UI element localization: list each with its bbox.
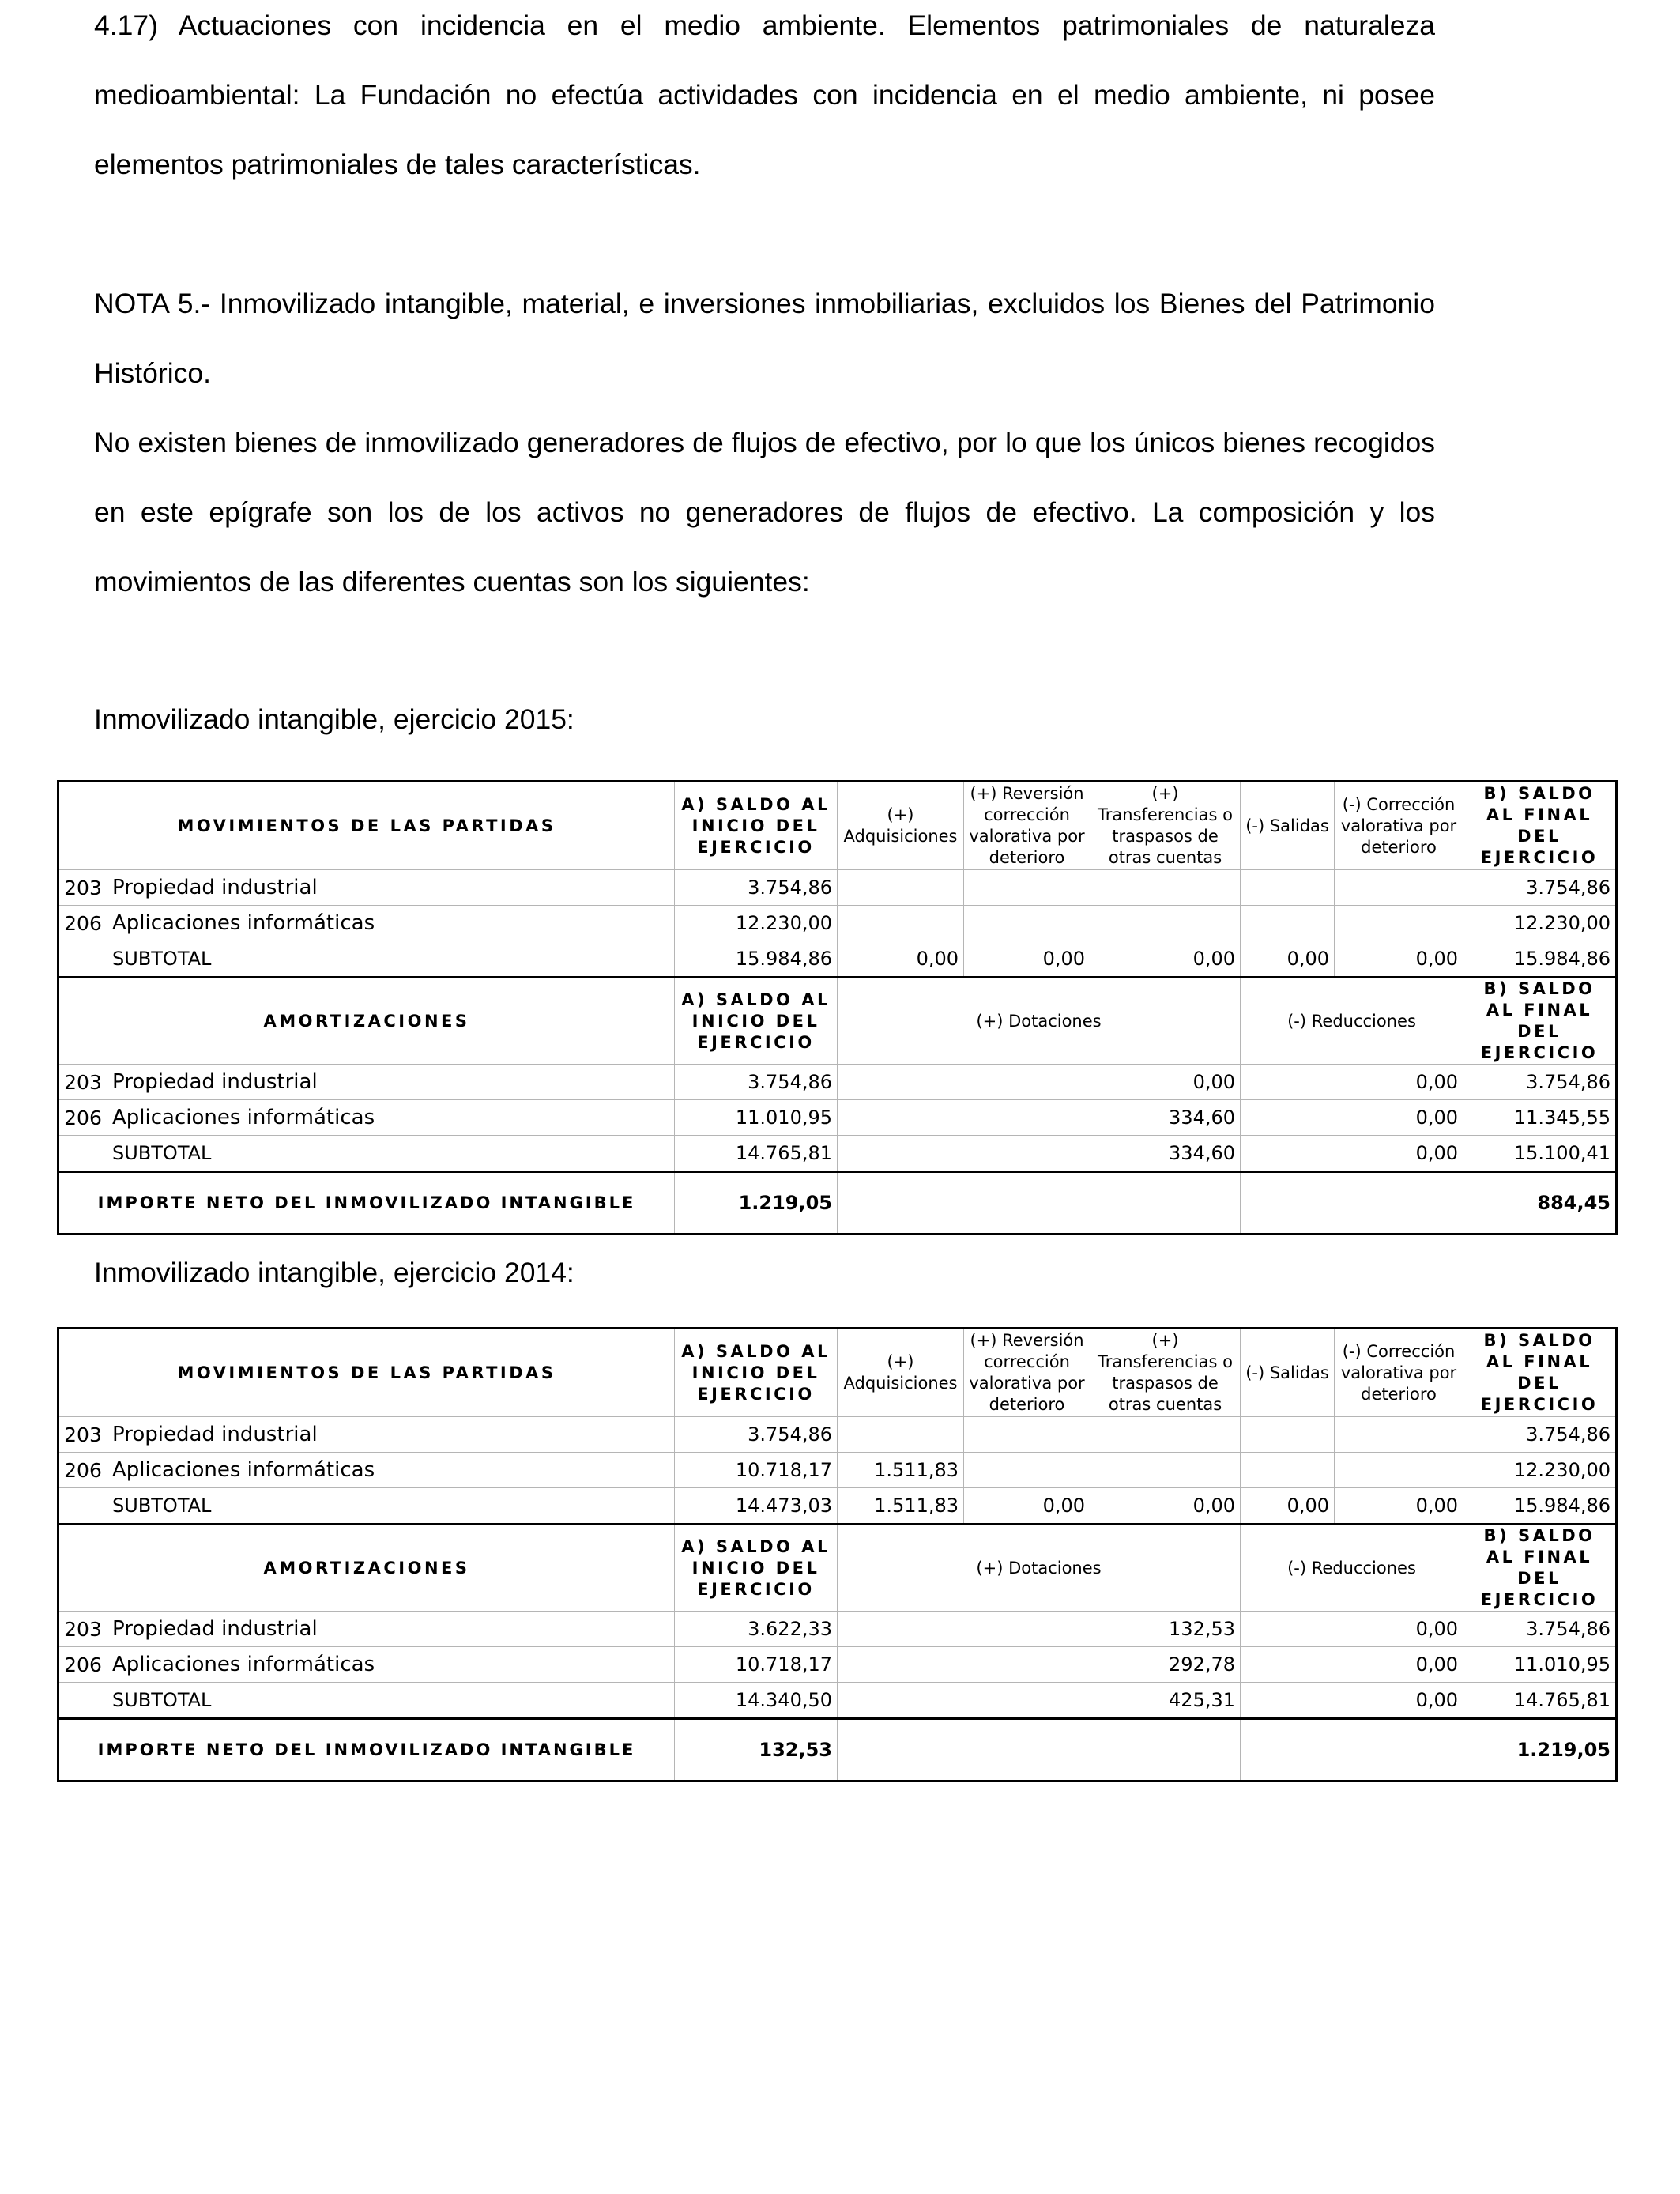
account-name: Propiedad industrial	[107, 1612, 675, 1647]
value-salidas	[1241, 1417, 1335, 1453]
value-correccion	[1335, 1453, 1463, 1488]
importe-neto-label: IMPORTE NETO DEL INMOVILIZADO INTANGIBLE	[58, 1172, 675, 1235]
header-saldo-final: B) SALDO AL FINAL DEL EJERCICIO	[1463, 782, 1617, 870]
account-name: Aplicaciones informáticas	[107, 1453, 675, 1488]
value-inicio: 10.718,17	[675, 1647, 838, 1683]
value-reversion	[964, 870, 1090, 906]
subtotal-label: SUBTOTAL	[107, 941, 675, 978]
value-reducciones: 0,00	[1241, 1065, 1463, 1100]
account-code: 206	[58, 1100, 107, 1136]
subtotal-label: SUBTOTAL	[107, 1488, 675, 1525]
header-transferencias: (+) Transferencias o traspasos de otras cuentas	[1090, 782, 1241, 870]
header-correccion: (-) Corrección valorativa por deterioro	[1335, 1329, 1463, 1417]
value-correccion	[1335, 1417, 1463, 1453]
value-inicio: 14.765,81	[675, 1136, 838, 1172]
value-inicio: 10.718,17	[675, 1453, 838, 1488]
value-adquisiciones: 1.511,83	[838, 1488, 964, 1525]
account-code: 206	[58, 1647, 107, 1683]
value-adquisiciones	[838, 870, 964, 906]
account-name: Propiedad industrial	[107, 870, 675, 906]
value-adquisiciones: 1.511,83	[838, 1453, 964, 1488]
value-salidas: 0,00	[1241, 941, 1335, 978]
value-reducciones: 0,00	[1241, 1136, 1463, 1172]
value-inicio: 12.230,00	[675, 906, 838, 941]
value-dotaciones: 334,60	[838, 1100, 1241, 1136]
value-inicio: 11.010,95	[675, 1100, 838, 1136]
header-saldo-inicio: A) SALDO AL INICIO DEL EJERCICIO	[675, 1329, 838, 1417]
account-name: Aplicaciones informáticas	[107, 906, 675, 941]
account-code: 203	[58, 870, 107, 906]
value-final: 15.984,86	[1463, 941, 1617, 978]
table-2015-title: Inmovilizado intangible, ejercicio 2015:	[94, 703, 574, 735]
value-final: 3.754,86	[1463, 1417, 1617, 1453]
value-final: 12.230,00	[1463, 1453, 1617, 1488]
value-reducciones: 0,00	[1241, 1647, 1463, 1683]
table-row	[58, 1612, 1617, 1647]
header-saldo-final: B) SALDO AL FINAL DEL EJERCICIO	[1463, 1525, 1617, 1612]
table-row	[58, 870, 1617, 906]
value-dotaciones: 132,53	[838, 1612, 1241, 1647]
value-reducciones: 0,00	[1241, 1100, 1463, 1136]
value-dotaciones: 425,31	[838, 1683, 1241, 1719]
header-transferencias: (+) Transferencias o traspasos de otras cuentas	[1090, 1329, 1241, 1417]
header-saldo-inicio: A) SALDO AL INICIO DEL EJERCICIO	[675, 782, 838, 870]
value-correccion	[1335, 870, 1463, 906]
value-final: 15.100,41	[1463, 1136, 1617, 1172]
value-final: 11.010,95	[1463, 1647, 1617, 1683]
account-code: 206	[58, 906, 107, 941]
subtotal-label: SUBTOTAL	[107, 1683, 675, 1719]
header-reducciones: (-) Reducciones	[1241, 1525, 1463, 1612]
subtotal-row	[58, 1683, 1617, 1719]
account-code: 203	[58, 1417, 107, 1453]
value-transferencias: 0,00	[1090, 941, 1241, 978]
subtotal-row	[58, 941, 1617, 978]
value-dotaciones: 292,78	[838, 1647, 1241, 1683]
header-reversion: (+) Reversión corrección valorativa por deterioro	[964, 1329, 1090, 1417]
importe-neto-final: 1.219,05	[1463, 1719, 1617, 1781]
table-row	[58, 1647, 1617, 1683]
value-correccion: 0,00	[1335, 941, 1463, 978]
header-saldo-final: B) SALDO AL FINAL DEL EJERCICIO	[1463, 1329, 1617, 1417]
header-correccion: (-) Corrección valorativa por deterioro	[1335, 782, 1463, 870]
header-reducciones: (-) Reducciones	[1241, 978, 1463, 1065]
value-adquisiciones	[838, 906, 964, 941]
value-final: 14.765,81	[1463, 1683, 1617, 1719]
subtotal-label: SUBTOTAL	[107, 1136, 675, 1172]
value-inicio: 14.340,50	[675, 1683, 838, 1719]
header-dotaciones: (+) Dotaciones	[838, 1525, 1241, 1612]
value-salidas	[1241, 906, 1335, 941]
header-dotaciones: (+) Dotaciones	[838, 978, 1241, 1065]
importe-neto-row	[58, 1719, 1617, 1781]
value-reducciones: 0,00	[1241, 1683, 1463, 1719]
importe-neto-inicio: 132,53	[675, 1719, 838, 1781]
account-name: Aplicaciones informáticas	[107, 1647, 675, 1683]
value-reversion: 0,00	[964, 941, 1090, 978]
table-2014-title: Inmovilizado intangible, ejercicio 2014:	[94, 1257, 574, 1288]
table-2014	[57, 1327, 1618, 1782]
account-code: 203	[58, 1612, 107, 1647]
header-salidas: (-) Salidas	[1241, 1329, 1335, 1417]
table-row	[58, 906, 1617, 941]
value-reducciones: 0,00	[1241, 1612, 1463, 1647]
paragraph-composicion: No existen bienes de inmovilizado generadores de flujos de efectivo, por lo que los únicos bienes recogidos en este epígrafe son los de los activos no generadores de flujos de efectivo. La composición y los movimientos de las diferentes cuentas son los siguientes:	[94, 427, 1435, 598]
value-inicio: 3.754,86	[675, 870, 838, 906]
subtotal-row	[58, 1488, 1617, 1525]
header-amortizaciones: AMORTIZACIONES	[58, 1525, 675, 1612]
paragraph-medio-ambiente: 4.17) Actuaciones con incidencia en el medio ambiente. Elementos patrimoniales de naturaleza medioambiental: La Fundación no efectúa actividades con incidencia en el medio ambiente, ni posee elementos patrimoniales de tales características.	[94, 9, 1435, 180]
value-final: 3.754,86	[1463, 1612, 1617, 1647]
value-inicio: 3.622,33	[675, 1612, 838, 1647]
table-row	[58, 1417, 1617, 1453]
paragraph-nota-5: NOTA 5.- Inmovilizado intangible, material, e inversiones inmobiliarias, excluidos los Bienes del Patrimonio Histórico.	[94, 288, 1435, 389]
value-final: 15.984,86	[1463, 1488, 1617, 1525]
importe-neto-label: IMPORTE NETO DEL INMOVILIZADO INTANGIBLE	[58, 1719, 675, 1781]
value-inicio: 3.754,86	[675, 1417, 838, 1453]
value-transferencias	[1090, 1417, 1241, 1453]
header-amortizaciones: AMORTIZACIONES	[58, 978, 675, 1065]
value-salidas: 0,00	[1241, 1488, 1335, 1525]
value-reversion: 0,00	[964, 1488, 1090, 1525]
header-saldo-inicio: A) SALDO AL INICIO DEL EJERCICIO	[675, 1525, 838, 1612]
value-reversion	[964, 1453, 1090, 1488]
value-transferencias	[1090, 906, 1241, 941]
value-dotaciones: 334,60	[838, 1136, 1241, 1172]
value-transferencias	[1090, 1453, 1241, 1488]
account-code: 203	[58, 1065, 107, 1100]
account-name: Aplicaciones informáticas	[107, 1100, 675, 1136]
value-salidas	[1241, 870, 1335, 906]
value-dotaciones: 0,00	[838, 1065, 1241, 1100]
value-salidas	[1241, 1453, 1335, 1488]
importe-neto-inicio: 1.219,05	[675, 1172, 838, 1235]
value-transferencias: 0,00	[1090, 1488, 1241, 1525]
value-inicio: 3.754,86	[675, 1065, 838, 1100]
value-inicio: 14.473,03	[675, 1488, 838, 1525]
value-correccion: 0,00	[1335, 1488, 1463, 1525]
header-adquisiciones: (+) Adquisiciones	[838, 1329, 964, 1417]
account-name: Propiedad industrial	[107, 1417, 675, 1453]
value-adquisiciones	[838, 1417, 964, 1453]
header-reversion: (+) Reversión corrección valorativa por deterioro	[964, 782, 1090, 870]
importe-neto-final: 884,45	[1463, 1172, 1617, 1235]
table-row	[58, 1100, 1617, 1136]
header-saldo-final: B) SALDO AL FINAL DEL EJERCICIO	[1463, 978, 1617, 1065]
account-code: 206	[58, 1453, 107, 1488]
table-row	[58, 1065, 1617, 1100]
value-final: 3.754,86	[1463, 1065, 1617, 1100]
table-row	[58, 1453, 1617, 1488]
value-final: 12.230,00	[1463, 906, 1617, 941]
value-reversion	[964, 906, 1090, 941]
value-transferencias	[1090, 870, 1241, 906]
header-salidas: (-) Salidas	[1241, 782, 1335, 870]
value-correccion	[1335, 906, 1463, 941]
value-inicio: 15.984,86	[675, 941, 838, 978]
table-2015	[57, 780, 1618, 1235]
header-movimientos: MOVIMIENTOS DE LAS PARTIDAS	[58, 1329, 675, 1417]
subtotal-row	[58, 1136, 1617, 1172]
header-saldo-inicio: A) SALDO AL INICIO DEL EJERCICIO	[675, 978, 838, 1065]
header-adquisiciones: (+) Adquisiciones	[838, 782, 964, 870]
importe-neto-row	[58, 1172, 1617, 1235]
value-reversion	[964, 1417, 1090, 1453]
value-final: 3.754,86	[1463, 870, 1617, 906]
value-final: 11.345,55	[1463, 1100, 1617, 1136]
account-name: Propiedad industrial	[107, 1065, 675, 1100]
value-adquisiciones: 0,00	[838, 941, 964, 978]
header-movimientos: MOVIMIENTOS DE LAS PARTIDAS	[58, 782, 675, 870]
